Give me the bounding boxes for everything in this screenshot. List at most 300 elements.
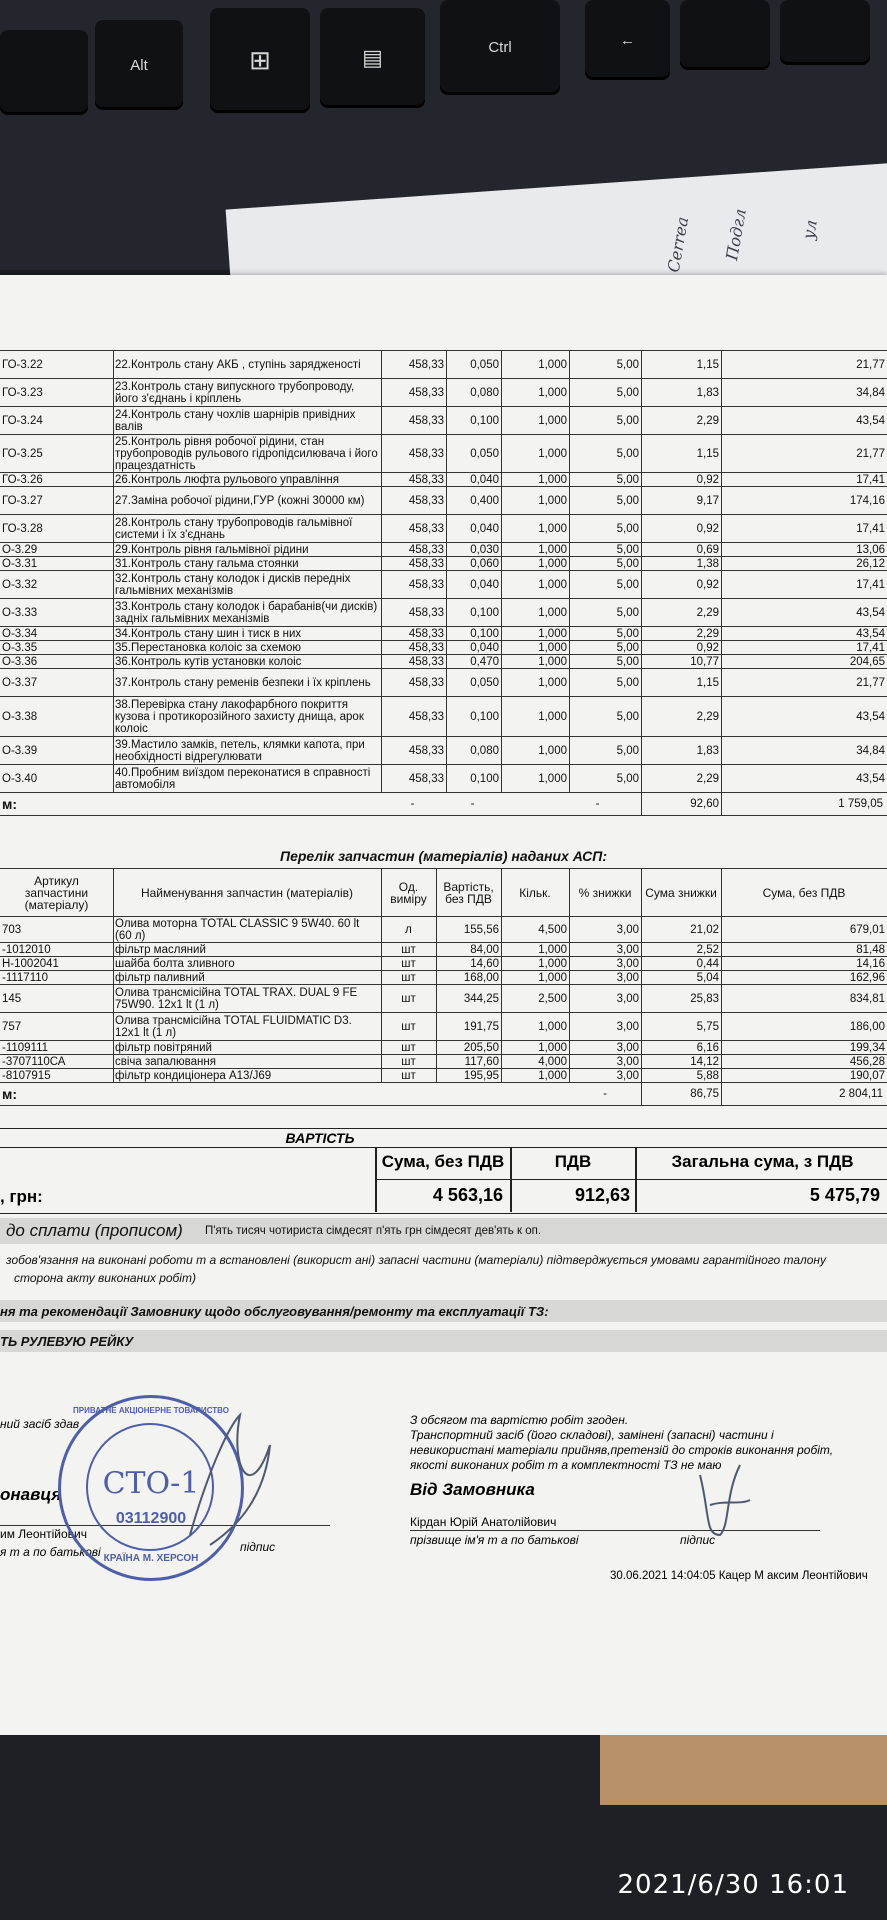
column-divider (446, 351, 447, 379)
job-qty: 1,000 (538, 558, 567, 570)
job-name: 36.Контроль кутів установки колоіс (115, 656, 302, 668)
part-unit: шт (401, 1021, 416, 1033)
part-art: 145 (2, 993, 22, 1005)
column-divider (569, 557, 570, 571)
table-row (0, 486, 887, 515)
part-art: -1117110 (2, 972, 49, 984)
column-divider (446, 627, 447, 641)
job-qty: 1,000 (538, 677, 567, 689)
right-sign-line-4: якості виконаних робіт т а комплектності ТЗ не маю (410, 1458, 722, 1472)
right-sign-title: Від Замовника (410, 1480, 535, 1499)
column-divider (436, 957, 437, 971)
cost-gross: 5 475,79 (809, 1185, 880, 1205)
job-code: О-3.35 (2, 642, 38, 654)
column-divider (569, 1013, 570, 1041)
column-divider (501, 599, 502, 627)
parts-title: Перелік запчастин (матеріалів) наданих АСП: (280, 848, 607, 864)
column-divider (113, 599, 114, 627)
part-qty: 1,000 (538, 944, 567, 956)
job-disc: 5,00 (616, 711, 639, 723)
job-price: 458,33 (408, 474, 444, 486)
column-divider (721, 793, 722, 815)
job-qty: 1,000 (538, 415, 567, 427)
part-price: 195,95 (463, 1070, 499, 1082)
column-divider (501, 557, 502, 571)
column-divider (641, 407, 642, 435)
left-sign-caption: я т а по батькові (0, 1545, 101, 1559)
job-qty: 1,000 (538, 448, 567, 460)
parts-header-unit: Од. виміру (390, 880, 427, 906)
part-name: свіча запалювання (115, 1056, 216, 1068)
column-divider (436, 869, 437, 917)
column-divider (641, 599, 642, 627)
job-disc: 5,00 (616, 387, 639, 399)
part-unit: шт (401, 944, 416, 956)
jobs-total-row (0, 792, 887, 816)
column-divider (721, 379, 722, 407)
column-divider (381, 737, 382, 765)
column-divider (113, 1041, 114, 1055)
column-divider (641, 697, 642, 737)
column-divider (721, 1083, 722, 1105)
warranty-line-2: сторона акту виконаних робіт) (14, 1271, 196, 1285)
job-code: О-3.31 (2, 558, 38, 570)
part-total: 199,34 (849, 1042, 885, 1054)
column-divider (113, 379, 114, 407)
job-hours: 0,040 (470, 523, 499, 535)
arrow-left-key (585, 0, 670, 80)
column-divider (641, 435, 642, 473)
column-divider (446, 655, 447, 669)
left-sign-line: ний засіб здав (0, 1417, 80, 1431)
job-total: 43,54 (856, 607, 885, 619)
part-qty: 1,000 (538, 958, 567, 970)
column-divider (381, 957, 382, 971)
right-sign-line-3: невикористані матеріали прийняв,претензій до строків виконання робіт, (410, 1443, 834, 1457)
job-code: О-3.38 (2, 711, 38, 723)
column-divider (113, 557, 114, 571)
jobs-total-label: м: (2, 796, 18, 812)
cost-vat: 912,63 (574, 1185, 630, 1205)
column-divider (436, 985, 437, 1013)
column-divider (436, 1041, 437, 1055)
job-disc: 5,00 (616, 656, 639, 668)
column-divider (113, 655, 114, 669)
job-code: О-3.34 (2, 628, 38, 640)
job-qty: 1,000 (538, 544, 567, 556)
column-divider (721, 543, 722, 557)
cost-vat-header: ПДВ (554, 1152, 592, 1171)
part-total: 456,28 (849, 1056, 885, 1068)
column-divider (381, 473, 382, 487)
part-unit: л (405, 924, 412, 936)
table-row (0, 654, 887, 669)
column-divider (501, 765, 502, 793)
part-name: фільтр паливний (115, 972, 205, 984)
column-divider (569, 379, 570, 407)
table-row (0, 668, 887, 697)
part-price: 205,50 (463, 1042, 499, 1054)
job-name: 35.Перестановка колоіс за схемою (115, 642, 302, 654)
job-code: О-3.39 (2, 745, 38, 757)
part-total: 162,96 (849, 972, 885, 984)
column-divider (381, 351, 382, 379)
job-total: 43,54 (856, 415, 885, 427)
column-divider (569, 697, 570, 737)
part-qty: 1,000 (538, 972, 567, 984)
job-qty: 1,000 (538, 628, 567, 640)
stamp-code: 03112900 (115, 1510, 187, 1527)
column-divider (113, 487, 114, 515)
column-divider (641, 351, 642, 379)
column-divider (569, 737, 570, 765)
right-sign-caption-signature: підпис (680, 1533, 716, 1547)
job-total: 43,54 (856, 711, 885, 723)
column-divider (381, 943, 382, 957)
table-row (0, 1012, 887, 1041)
payment-label: до сплати (прописом) (6, 1221, 183, 1240)
job-discsum: 0,92 (696, 579, 719, 591)
column-divider (113, 943, 114, 957)
job-disc: 5,00 (616, 558, 639, 570)
column-divider (501, 985, 502, 1013)
part-name: фільтр повітряний (115, 1042, 212, 1054)
parts-header-total: Сума, без ПДВ (762, 886, 846, 900)
column-divider (721, 943, 722, 957)
column-divider (446, 765, 447, 793)
job-price: 458,33 (408, 773, 444, 785)
table-row (0, 378, 887, 407)
part-disc: 3,00 (616, 993, 639, 1005)
part-unit: шт (401, 1070, 416, 1082)
column-divider (381, 641, 382, 655)
table-row (0, 736, 887, 765)
jobs-total-dash: - (410, 798, 415, 810)
table-row (0, 1068, 887, 1083)
job-disc: 5,00 (616, 544, 639, 556)
job-discsum: 2,29 (696, 628, 719, 640)
parts-total-label: м: (2, 1086, 18, 1102)
column-divider (641, 487, 642, 515)
alt-key (95, 20, 183, 110)
menu-key (320, 8, 425, 108)
part-price: 14,60 (470, 958, 499, 970)
column-divider (569, 957, 570, 971)
part-name: фільтр кондиціонера A13/J69 (115, 1070, 272, 1082)
column-divider (641, 737, 642, 765)
job-qty: 1,000 (538, 359, 567, 371)
warranty-line-1: зобов'язання на виконані роботи т а встановлені (використ ані) запасні частини (матеріали) підтверджується умовами гарантійного талону (6, 1253, 826, 1267)
column-divider (721, 641, 722, 655)
column-divider (381, 917, 382, 943)
column-divider (641, 1041, 642, 1055)
column-divider (436, 971, 437, 985)
column-divider (641, 917, 642, 943)
part-art: -1109111 (2, 1042, 49, 1054)
part-qty: 1,000 (538, 1042, 567, 1054)
column-divider (501, 917, 502, 943)
job-code: ГО-3.22 (2, 359, 43, 371)
job-code: О-3.29 (2, 544, 38, 556)
left-sign-org: онавця (0, 1485, 62, 1504)
job-price: 458,33 (408, 387, 444, 399)
column-divider (569, 641, 570, 655)
column-divider (381, 571, 382, 599)
job-price: 458,33 (408, 677, 444, 689)
column-divider (446, 407, 447, 435)
parts-header-row (0, 868, 887, 917)
column-divider (721, 917, 722, 943)
part-price: 344,25 (463, 993, 499, 1005)
part-disc: 3,00 (616, 972, 639, 984)
job-discsum: 0,92 (696, 523, 719, 535)
column-divider (113, 407, 114, 435)
jobs-total-dash: - (470, 798, 475, 810)
part-disc: 3,00 (616, 1070, 639, 1082)
column-divider (641, 765, 642, 793)
left-sign-name: им Леонтійович (0, 1527, 88, 1541)
column-divider (436, 1013, 437, 1041)
job-disc: 5,00 (616, 495, 639, 507)
table-row (0, 570, 887, 599)
column-divider (721, 655, 722, 669)
job-total: 174,16 (849, 495, 885, 507)
part-price: 155,56 (463, 924, 499, 936)
column-divider (721, 669, 722, 697)
job-price: 458,33 (408, 415, 444, 427)
column-divider (446, 473, 447, 487)
column-divider (569, 1041, 570, 1055)
column-divider (501, 515, 502, 543)
job-price: 458,33 (408, 656, 444, 668)
part-qty: 2,500 (538, 993, 567, 1005)
column-divider (721, 557, 722, 571)
part-disc: 3,00 (616, 924, 639, 936)
column-divider (501, 473, 502, 487)
table-row (0, 956, 887, 971)
column-divider (381, 407, 382, 435)
column-divider (569, 435, 570, 473)
table-row (0, 406, 887, 435)
column-divider (113, 1069, 114, 1083)
parts-header-name: Найменування запчастин (матеріалів) (140, 886, 354, 900)
part-price: 168,00 (463, 972, 499, 984)
column-divider (436, 1069, 437, 1083)
part-disc: 3,00 (616, 1021, 639, 1033)
column-divider (113, 697, 114, 737)
job-discsum: 2,29 (696, 773, 719, 785)
right-sign-caption: прізвище ім'я т а по батькові (410, 1533, 579, 1547)
column-divider (436, 917, 437, 943)
column-divider (569, 571, 570, 599)
job-discsum: 1,83 (696, 387, 719, 399)
column-divider (569, 1069, 570, 1083)
column-divider (446, 571, 447, 599)
column-divider (381, 627, 382, 641)
column-divider (113, 571, 114, 599)
column-divider (501, 1041, 502, 1055)
job-total: 34,84 (856, 745, 885, 757)
table-row (0, 984, 887, 1013)
column-divider (569, 473, 570, 487)
column-divider (113, 1013, 114, 1041)
job-qty: 1,000 (538, 523, 567, 535)
job-price: 458,33 (408, 711, 444, 723)
job-price: 458,33 (408, 523, 444, 535)
job-name: 24.Контроль стану чохлів шарнірів привідних валів (115, 409, 356, 433)
recommend-band (0, 1300, 887, 1322)
column-divider (641, 957, 642, 971)
column-divider (641, 669, 642, 697)
column-divider (113, 869, 114, 917)
column-divider (381, 1055, 382, 1069)
column-divider (381, 971, 382, 985)
column-divider (381, 1013, 382, 1041)
column-divider (721, 985, 722, 1013)
job-qty: 1,000 (538, 745, 567, 757)
job-hours: 0,030 (470, 544, 499, 556)
table-row (0, 696, 887, 737)
part-total: 186,00 (849, 1021, 885, 1033)
column-divider (569, 543, 570, 557)
job-code: ГО-3.23 (2, 387, 43, 399)
column-divider (381, 487, 382, 515)
jobs-total-discount: 92,60 (690, 798, 719, 810)
jobs-total-sum: 1 759,05 (838, 798, 883, 810)
column-divider (113, 737, 114, 765)
job-total: 21,77 (856, 677, 885, 689)
job-disc: 5,00 (616, 579, 639, 591)
job-name: 29.Контроль рівня гальмівної рідини (115, 544, 309, 556)
job-disc: 5,00 (616, 523, 639, 535)
column-divider (641, 571, 642, 599)
column-divider (381, 543, 382, 557)
part-name: фільтр масляний (115, 944, 206, 956)
part-qty: 4,000 (538, 1056, 567, 1068)
part-total: 81,48 (856, 944, 885, 956)
part-total: 190,07 (849, 1070, 885, 1082)
column-divider (641, 379, 642, 407)
column-divider (721, 407, 722, 435)
part-total: 834,81 (849, 993, 885, 1005)
ctrl-key-label: Ctrl (488, 39, 512, 56)
column-divider (641, 655, 642, 669)
job-qty: 1,000 (538, 656, 567, 668)
job-discsum: 10,77 (690, 656, 719, 668)
job-total: 17,41 (856, 642, 885, 654)
part-name: Олива моторна TOTAL CLASSIC 9 5W40. 60 lt (60 л) (115, 918, 360, 942)
table-row (0, 916, 887, 943)
parts-total-discount: 86,75 (690, 1088, 719, 1100)
part-price: 191,75 (463, 1021, 499, 1033)
column-divider (436, 943, 437, 957)
desk-edge (600, 1735, 887, 1805)
column-divider (501, 435, 502, 473)
job-total: 204,65 (849, 656, 885, 668)
job-name: 31.Контроль стану гальма стоянки (115, 558, 299, 570)
table-row (0, 640, 887, 655)
job-disc: 5,00 (616, 448, 639, 460)
payment-band (0, 1218, 887, 1244)
left-signature (170, 1405, 290, 1555)
column-divider (721, 1041, 722, 1055)
column-divider (113, 917, 114, 943)
column-divider (113, 957, 114, 971)
column-divider (113, 1055, 114, 1069)
column-divider (721, 869, 722, 917)
column-divider (721, 627, 722, 641)
job-discsum: 0,92 (696, 474, 719, 486)
part-discsum: 5,04 (696, 972, 719, 984)
parts-header-disc: % знижки (578, 886, 632, 900)
windows-icon: ⊞ (249, 45, 271, 75)
job-total: 43,54 (856, 628, 885, 640)
column-divider (641, 1069, 642, 1083)
job-discsum: 1,38 (696, 558, 719, 570)
part-total: 679,01 (849, 924, 885, 936)
job-total: 17,41 (856, 523, 885, 535)
column-divider (569, 917, 570, 943)
job-hours: 0,040 (470, 579, 499, 591)
part-disc: 3,00 (616, 958, 639, 970)
column-divider (113, 765, 114, 793)
column-divider (436, 1055, 437, 1069)
column-divider (381, 515, 382, 543)
column-divider (381, 697, 382, 737)
column-divider (641, 1083, 642, 1105)
column-divider (501, 655, 502, 669)
job-name: 32.Контроль стану колодок і дисків передніх гальмівних механізмів (115, 573, 351, 597)
column-divider (501, 971, 502, 985)
column-divider (446, 515, 447, 543)
part-art: -8107915 (2, 1070, 51, 1082)
column-divider (113, 627, 114, 641)
column-divider (641, 627, 642, 641)
column-divider (381, 599, 382, 627)
table-row (0, 942, 887, 957)
part-discsum: 5,75 (696, 1021, 719, 1033)
column-divider (501, 641, 502, 655)
table-row (0, 514, 887, 543)
part-unit: шт (401, 958, 416, 970)
job-name: 22.Контроль стану АКБ , ступінь зарядженості (115, 359, 361, 371)
column-divider (721, 1055, 722, 1069)
job-discsum: 2,29 (696, 711, 719, 723)
column-divider (569, 627, 570, 641)
table-row (0, 472, 887, 487)
column-divider (641, 943, 642, 957)
cost-sum-header: Сума, без ПДВ (381, 1152, 505, 1171)
part-disc: 3,00 (616, 1056, 639, 1068)
column-divider (569, 669, 570, 697)
part-name: шайба болта зливного (115, 958, 235, 970)
column-divider (501, 697, 502, 737)
job-hours: 0,400 (470, 495, 499, 507)
column-divider (501, 669, 502, 697)
handwriting: Cerrea (663, 215, 693, 274)
table-row (0, 542, 887, 557)
column-divider (641, 641, 642, 655)
job-qty: 1,000 (538, 607, 567, 619)
column-divider (381, 557, 382, 571)
part-discsum: 21,02 (690, 924, 719, 936)
menu-icon: ▤ (362, 45, 383, 70)
column-divider (641, 1013, 642, 1041)
part-unit: шт (401, 972, 416, 984)
job-total: 17,41 (856, 579, 885, 591)
part-art: 757 (2, 1021, 22, 1033)
column-divider (381, 435, 382, 473)
